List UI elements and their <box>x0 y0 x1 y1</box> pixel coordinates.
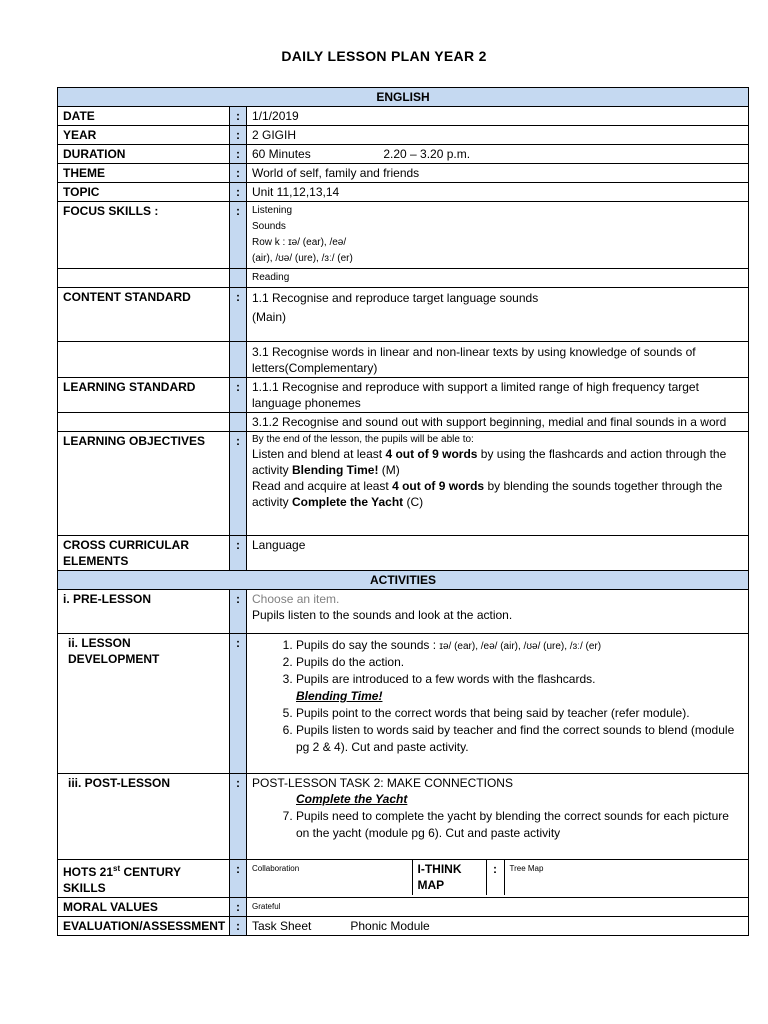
activities-header-row <box>58 571 749 590</box>
content-standard-comp: 3.1 Recognise words in linear and non-linear texts by using knowledge of sounds of letters(Complementary) <box>247 342 749 378</box>
moral-values-value: Grateful <box>247 898 749 917</box>
colon: : <box>230 860 247 898</box>
hots-value: Collaboration <box>247 860 412 895</box>
learning-standard-1: 1.1.1 Recognise and reproduce with support a limited range of high frequency target language phonemes <box>247 378 749 413</box>
content-standard-main <box>247 288 749 342</box>
learning-standard-2: 3.1.2 Recognise and sound out with support beginning, medial and final sounds in a word <box>247 413 749 432</box>
evaluation-phonic-module: Phonic Module <box>350 919 430 933</box>
colon: : <box>230 536 247 571</box>
learning-standard-row-2 <box>58 413 749 432</box>
subject-header-row <box>58 88 749 107</box>
evaluation-task-sheet: Task Sheet <box>252 919 312 933</box>
topic-label: TOPIC <box>58 183 230 202</box>
colon: : <box>230 183 247 202</box>
lesson-step-1-sounds: ɪə/ (ear), /eə/ (air), /ʊə/ (ure), /ɜː/ (er) <box>439 641 602 652</box>
objective-2-activity: Complete the Yacht <box>292 495 404 509</box>
focus-skill-listening: Listening <box>252 205 293 216</box>
colon-blank <box>230 269 247 288</box>
lesson-step-1-text: Pupils do say the sounds : <box>296 638 440 652</box>
focus-skills-extra-row <box>58 269 749 288</box>
moral-values-row <box>58 898 749 917</box>
colon: : <box>230 898 247 917</box>
hots-label <box>58 860 230 898</box>
complete-the-yacht-activity: Complete the Yacht <box>296 792 408 806</box>
content-standard-main-text: 1.1 Recognise and reproduce target language sounds <box>252 291 539 305</box>
ithink-map-value: Tree Map <box>509 864 544 873</box>
lesson-step-4: 5. Pupils point to the correct words that being said by teacher (refer module). <box>296 705 743 722</box>
cross-curricular-row <box>58 536 749 571</box>
post-lesson-task: POST-LESSON TASK 2: MAKE CONNECTIONS <box>252 776 513 790</box>
learning-standard-row <box>58 378 749 413</box>
choose-item-dropdown[interactable]: Choose an item. <box>252 592 340 606</box>
year-row <box>58 126 749 145</box>
duration-row <box>58 145 749 164</box>
activities-header: ACTIVITIES <box>58 571 749 590</box>
colon: : <box>230 126 247 145</box>
duration-value: 60 Minutes <box>252 147 311 161</box>
colon: : <box>486 860 504 895</box>
learning-objectives-row <box>58 432 749 536</box>
learning-standard-label: LEARNING STANDARD <box>58 378 230 413</box>
objective-1-text-2: by using the flashcards and action through the activity <box>252 447 727 477</box>
date-value: 1/1/2019 <box>247 107 749 126</box>
post-lesson-list <box>252 791 743 842</box>
subject-header: ENGLISH <box>58 88 749 107</box>
ithink-map-label: I-THINK MAP <box>412 860 486 895</box>
moral-values-label: MORAL VALUES <box>58 898 230 917</box>
hots-label-b: CENTURY SKILLS <box>63 865 181 895</box>
focus-skill-row-k: Row k : ɪə/ (ear), /eə/ <box>252 237 347 248</box>
colon: : <box>230 774 247 860</box>
lesson-development-list <box>252 637 743 756</box>
colon: : <box>230 145 247 164</box>
duration-time: 2.20 – 3.20 p.m. <box>383 147 471 161</box>
lesson-step-5: 6. Pupils listen to words said by teacher and find the correct sounds to blend (module pg 2 & 4). Cut and paste activity. <box>296 722 743 756</box>
duration-label: DURATION <box>58 145 230 164</box>
lesson-plan-table <box>57 87 749 936</box>
content-standard-comp-row <box>58 342 749 378</box>
colon: : <box>230 378 247 413</box>
focus-skill-row-k-cont: (air), /ʊə/ (ure), /ɜː/ (er) <box>252 253 353 264</box>
pre-lesson-label: i. PRE-LESSON <box>58 590 230 634</box>
objective-2 <box>252 478 743 510</box>
colon: : <box>230 107 247 126</box>
objective-2-text-2: by blending the sounds together through the activity <box>252 479 723 509</box>
evaluation-row <box>58 917 749 936</box>
colon: : <box>230 917 247 936</box>
colon: : <box>230 432 247 536</box>
colon: : <box>230 202 247 269</box>
blending-time-activity: Blending Time! <box>296 689 383 703</box>
post-lesson-row <box>58 774 749 860</box>
colon: : <box>230 634 247 774</box>
theme-value: World of self, family and friends <box>247 164 749 183</box>
theme-label: THEME <box>58 164 230 183</box>
hots-inner-table <box>247 860 748 895</box>
colon: : <box>230 590 247 634</box>
hots-label-sup: st <box>113 864 121 873</box>
focus-skill-sounds: Sounds <box>252 221 286 232</box>
post-lesson-value <box>247 774 749 860</box>
colon: : <box>230 288 247 342</box>
page-title: DAILY LESSON PLAN YEAR 2 <box>281 48 487 64</box>
objective-1 <box>252 446 743 478</box>
lesson-development-label: ii. LESSON DEVELOPMENT <box>58 634 230 774</box>
pre-lesson-row <box>58 590 749 634</box>
objectives-intro: By the end of the lesson, the pupils will be able to: <box>252 434 474 445</box>
post-lesson-label: iii. POST-LESSON <box>58 774 230 860</box>
empty-cell <box>58 269 230 288</box>
lesson-step-2: 2. Pupils do the action. <box>296 654 743 671</box>
lesson-development-row <box>58 634 749 774</box>
topic-row <box>58 183 749 202</box>
learning-objectives-value <box>247 432 749 536</box>
cross-curricular-label: CROSS CURRICULAR ELEMENTS <box>58 536 230 571</box>
date-row <box>58 107 749 126</box>
post-lesson-step-6: 7. Pupils need to complete the yacht by blending the correct sounds for each picture on the yacht (module pg 6). Cut and paste activity <box>296 808 743 842</box>
focus-skills-value <box>247 202 749 269</box>
objective-1-tag: (M) <box>378 463 400 477</box>
content-standard-label: CONTENT STANDARD <box>58 288 230 342</box>
hots-label-a: HOTS 21 <box>63 865 114 879</box>
theme-row <box>58 164 749 183</box>
focus-skills-row <box>58 202 749 269</box>
evaluation-value <box>247 917 749 936</box>
empty-cell <box>58 342 230 378</box>
objective-1-text: Listen and blend at least <box>252 447 386 461</box>
content-standard-main-tag: (Main) <box>252 310 287 324</box>
hots-row <box>58 860 749 898</box>
focus-skills-label: FOCUS SKILLS : <box>58 202 230 269</box>
learning-objectives-label: LEARNING OBJECTIVES <box>58 432 230 536</box>
objective-2-tag: (C) <box>403 495 424 509</box>
lesson-development-value <box>247 634 749 774</box>
objective-1-activity: Blending Time! <box>292 463 379 477</box>
empty-cell <box>58 413 230 432</box>
objective-1-count: 4 out of 9 words <box>385 447 478 461</box>
cross-curricular-value: Language <box>247 536 749 571</box>
colon: : <box>230 164 247 183</box>
lesson-step-3: 3. Pupils are introduced to a few words with the flashcards. <box>296 671 743 688</box>
objective-2-count: 4 out of 9 words <box>392 479 485 493</box>
pre-lesson-value <box>247 590 749 634</box>
colon-blank <box>230 413 247 432</box>
year-label: YEAR <box>58 126 230 145</box>
topic-value: Unit 11,12,13,14 <box>247 183 749 202</box>
objective-2-text: Read and acquire at least <box>252 479 393 493</box>
colon-blank <box>230 342 247 378</box>
focus-skill-reading: Reading <box>247 269 749 288</box>
evaluation-label: EVALUATION/ASSESSMENT <box>58 917 230 936</box>
duration-cell <box>247 145 749 164</box>
date-label: DATE <box>58 107 230 126</box>
lesson-step-1 <box>296 637 743 654</box>
year-value: 2 GIGIH <box>247 126 749 145</box>
pre-lesson-text: Pupils listen to the sounds and look at the action. <box>252 608 513 622</box>
content-standard-row <box>58 288 749 342</box>
hots-value-cell <box>247 860 749 898</box>
